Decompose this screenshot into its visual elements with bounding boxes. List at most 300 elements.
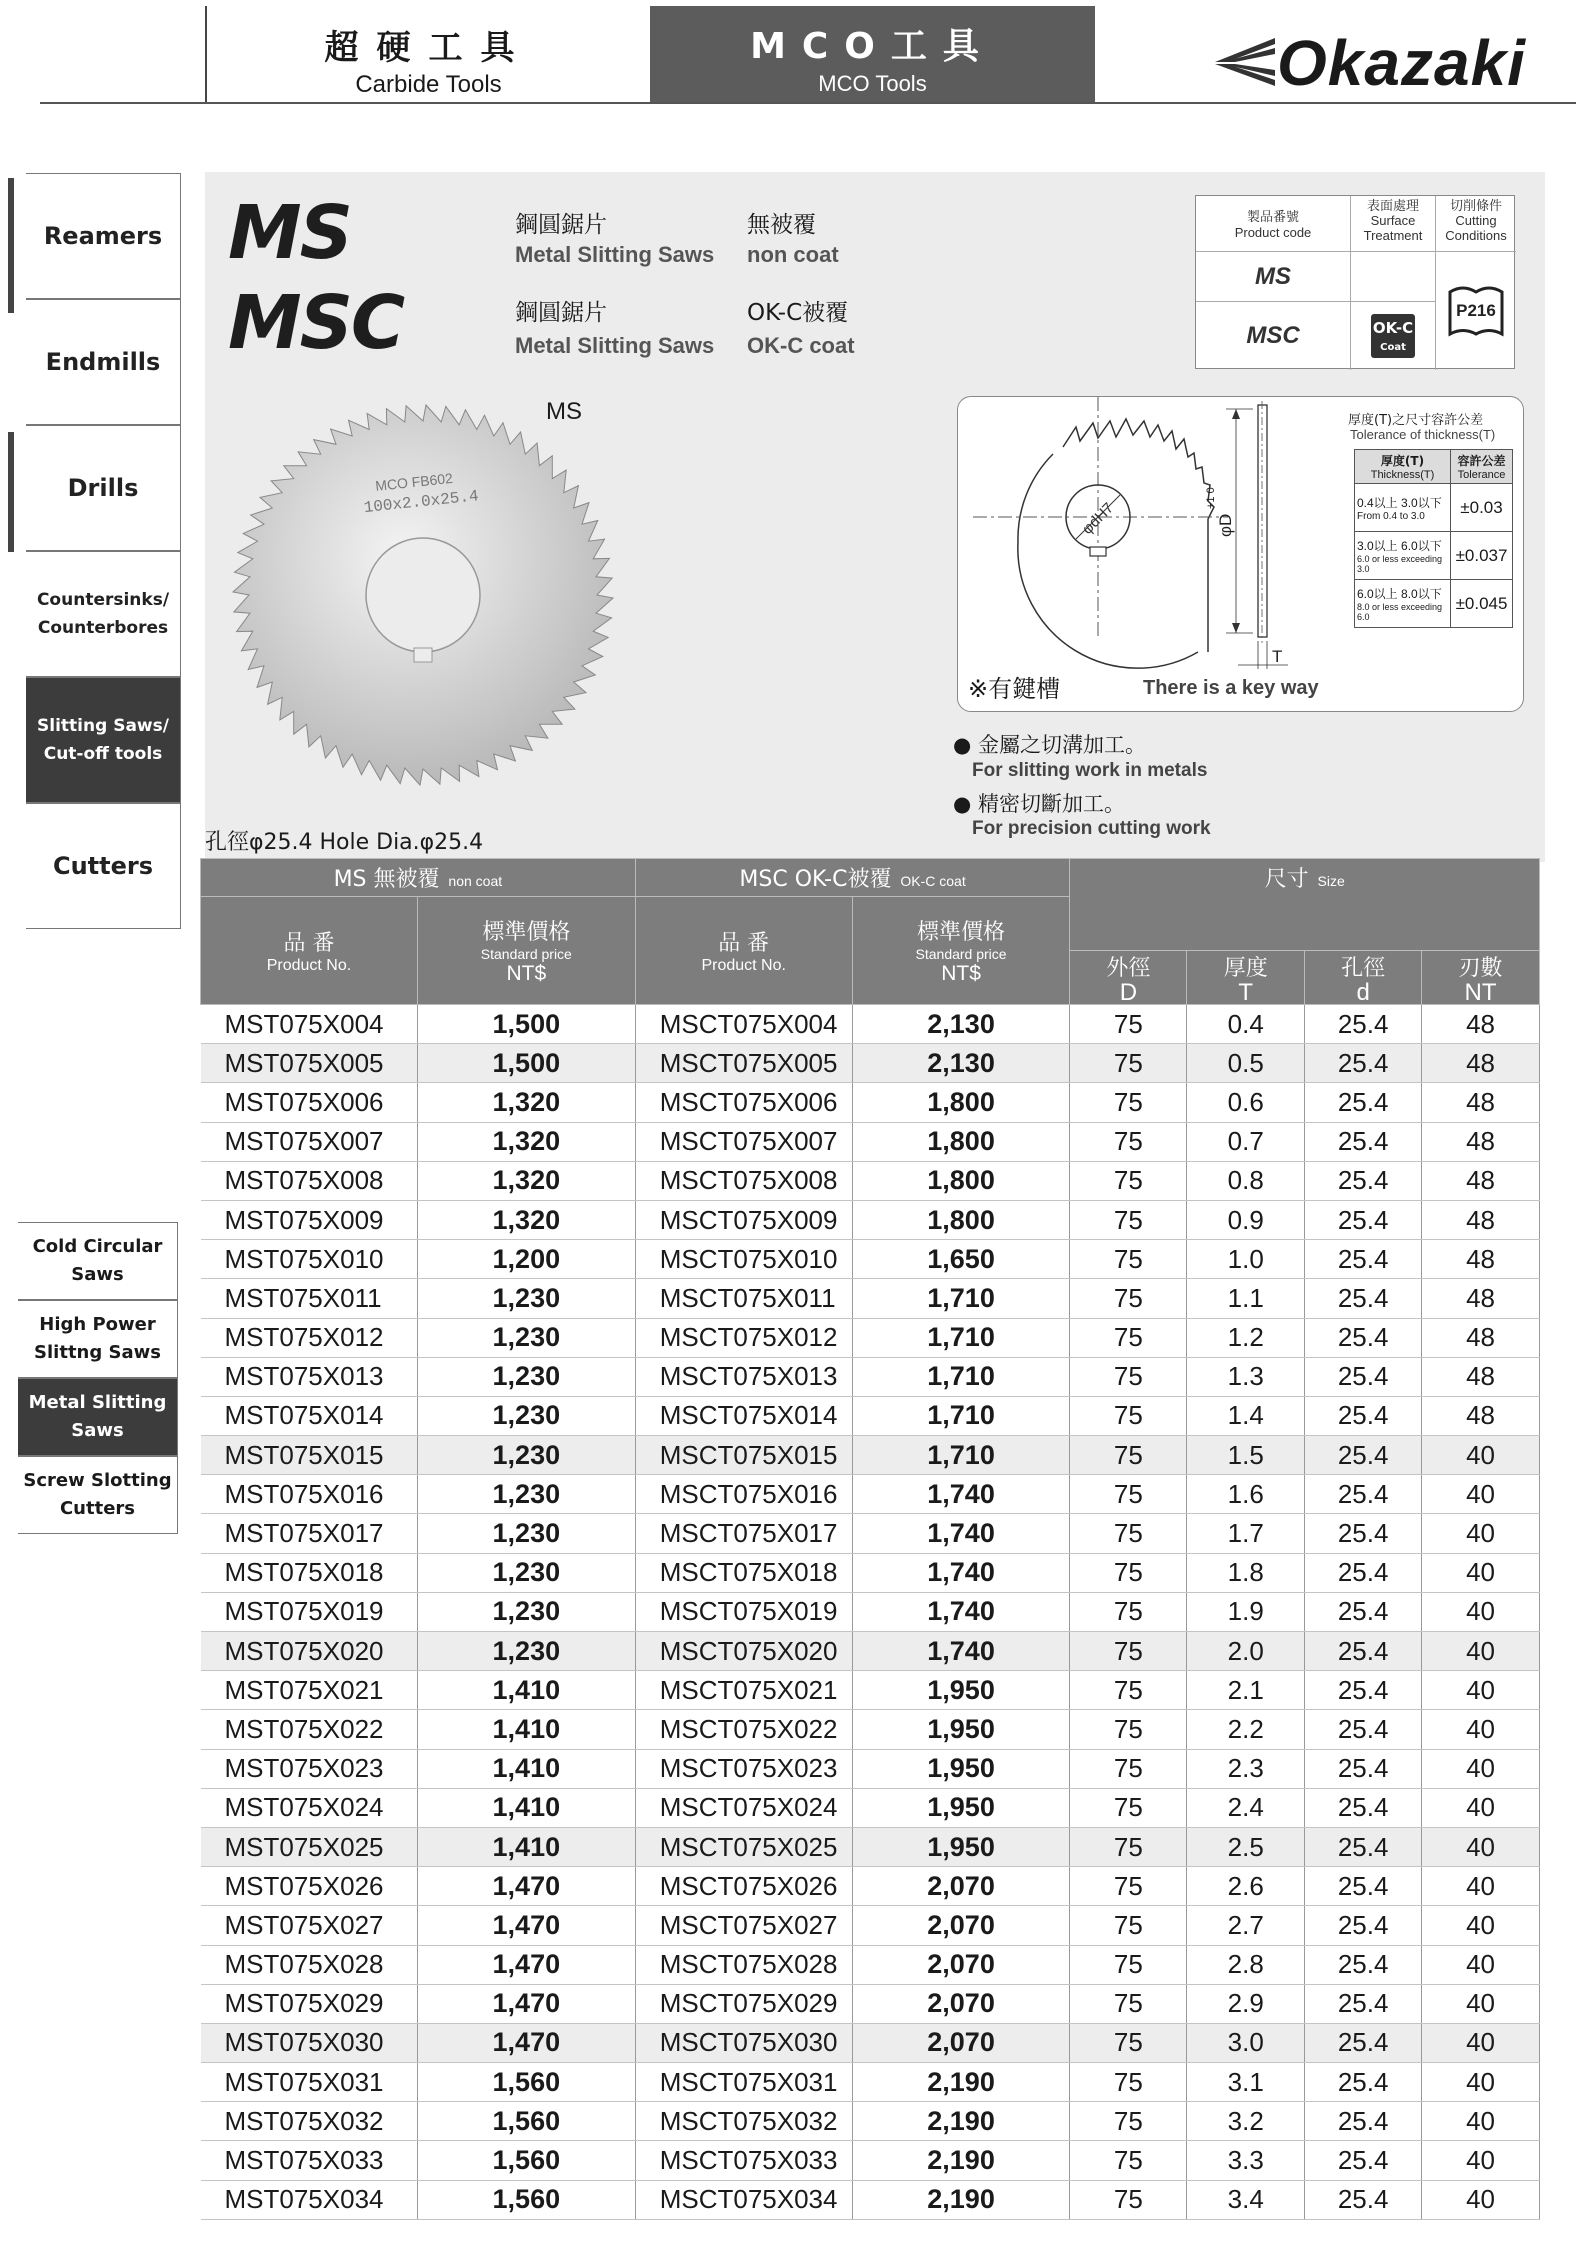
table-cell: MSCT075X011 [635, 1279, 852, 1318]
table-cell: 75 [1070, 1436, 1187, 1475]
table-cell: 0.9 [1187, 1200, 1305, 1239]
bullet-2-zh: ● 精密切斷加工。 [953, 792, 1125, 816]
table-cell: 25.4 [1305, 1279, 1422, 1318]
okazaki-logo [1205, 26, 1545, 98]
table-cell: 2,190 [852, 2063, 1070, 2102]
table-cell: 48 [1422, 1005, 1540, 1044]
table-cell: MST075X016 [201, 1475, 418, 1514]
table-cell: 75 [1070, 2063, 1187, 2102]
table-cell: MST075X005 [201, 1044, 418, 1083]
table-cell: 25.4 [1305, 1710, 1422, 1749]
table-cell: 48 [1422, 1083, 1540, 1122]
table-row [201, 1867, 1540, 1906]
table-cell: MST075X011 [201, 1279, 418, 1318]
table-row [201, 2102, 1540, 2141]
table-cell: MST075X010 [201, 1240, 418, 1279]
sidebar-tab-slitting-saws[interactable]: Slitting Saws/ Cut-off tools [26, 677, 181, 803]
codebox-header-code: 製品番號 Product code [1196, 196, 1351, 252]
table-cell: 1,560 [417, 2063, 635, 2102]
table-cell: 1,470 [417, 1867, 635, 1906]
table-cell: 0.8 [1187, 1161, 1305, 1200]
table-cell: 1.2 [1187, 1318, 1305, 1357]
price-table [200, 858, 1540, 2220]
table-row [201, 1710, 1540, 1749]
table-cell: MST075X030 [201, 2023, 418, 2062]
table-row [201, 1083, 1540, 1122]
table-cell: MST075X031 [201, 2063, 418, 2102]
table-cell: 1,950 [852, 1749, 1070, 1788]
table-cell: 75 [1070, 2023, 1187, 2062]
table-cell: 1,740 [852, 1632, 1070, 1671]
keyway-en: There is a key way [1143, 677, 1319, 699]
table-cell: 25.4 [1305, 1906, 1422, 1945]
table-cell: 2.8 [1187, 1945, 1305, 1984]
desc1-en: Metal Slitting Saws [515, 242, 715, 267]
table-cell: 3.3 [1187, 2141, 1305, 2180]
table-cell: 75 [1070, 2102, 1187, 2141]
table-cell: MSCT075X013 [635, 1357, 852, 1396]
table-row [201, 1906, 1540, 1945]
svg-text:φdH7: φdH7 [1078, 499, 1118, 538]
table-cell: MST075X006 [201, 1083, 418, 1122]
table-cell: 40 [1422, 2141, 1540, 2180]
table-cell: MSCT075X005 [635, 1044, 852, 1083]
table-cell: 25.4 [1305, 1867, 1422, 1906]
table-cell: 2.9 [1187, 1984, 1305, 2023]
table-cell: MST075X025 [201, 1827, 418, 1866]
table-cell: 2.3 [1187, 1749, 1305, 1788]
table-cell: 48 [1422, 1240, 1540, 1279]
table-cell: 48 [1422, 1044, 1540, 1083]
okc-coat-icon: OK-C Coat [1371, 314, 1415, 358]
table-cell: 48 [1422, 1200, 1540, 1239]
tolerance-table: 厚度(T) Thickness(T) 容許公差 Tolerance 0.4以上 3.0以下 From 0.4 to 3.0 ±0.03 3.0以上 6.0以下 6.0 or less exceeding 3.0 ±0.037 6.0以上 8.0以下 8.0 or less exceeding 6.0 ±0.045 [1354, 449, 1513, 628]
table-cell: 40 [1422, 1553, 1540, 1592]
table-cell: 25.4 [1305, 1514, 1422, 1553]
table-cell: 1,320 [417, 1200, 635, 1239]
table-row [201, 1240, 1540, 1279]
table-cell: 2.6 [1187, 1867, 1305, 1906]
table-cell: 3.2 [1187, 2102, 1305, 2141]
table-row [201, 2023, 1540, 2062]
table-cell: 2.1 [1187, 1671, 1305, 1710]
table-cell: 0.6 [1187, 1083, 1305, 1122]
table-cell: MSCT075X023 [635, 1749, 852, 1788]
table-cell: 25.4 [1305, 2023, 1422, 2062]
table-cell: 40 [1422, 2180, 1540, 2219]
table-cell: 1,560 [417, 2180, 635, 2219]
table-cell: 75 [1070, 1827, 1187, 1866]
table-row [201, 1475, 1540, 1514]
table-cell: 75 [1070, 1749, 1187, 1788]
table-row [201, 1357, 1540, 1396]
table-cell: 75 [1070, 1945, 1187, 1984]
table-cell: 75 [1070, 1710, 1187, 1749]
table-cell: 2,070 [852, 1984, 1070, 2023]
table-cell: 25.4 [1305, 1436, 1422, 1475]
table-cell: MST075X023 [201, 1749, 418, 1788]
table-cell: 1,710 [852, 1318, 1070, 1357]
table-cell: 40 [1422, 1671, 1540, 1710]
table-cell: 1,230 [417, 1514, 635, 1553]
table-cell: 1,230 [417, 1279, 635, 1318]
table-cell: MST075X015 [201, 1436, 418, 1475]
bullet-1-en: For slitting work in metals [972, 760, 1208, 781]
table-cell: MSCT075X018 [635, 1553, 852, 1592]
col-ms-product: 品 番 Product No. [201, 897, 418, 1005]
table-cell: MST075X012 [201, 1318, 418, 1357]
svg-text:P216: P216 [1456, 301, 1496, 320]
table-cell: MSCT075X029 [635, 1984, 852, 2023]
table-row [201, 2180, 1540, 2219]
table-cell: 40 [1422, 1436, 1540, 1475]
header-divider [40, 102, 1576, 104]
table-row [201, 1632, 1540, 1671]
table-cell: 1.0 [1187, 1240, 1305, 1279]
header-carbide-tools [205, 6, 650, 102]
table-cell: 1,800 [852, 1161, 1070, 1200]
table-cell: 75 [1070, 1632, 1187, 1671]
table-cell: 2,130 [852, 1005, 1070, 1044]
table-cell: 1,470 [417, 1984, 635, 2023]
table-cell: MST075X033 [201, 2141, 418, 2180]
table-cell: 1.7 [1187, 1514, 1305, 1553]
svg-text:φD: φD [1216, 513, 1235, 537]
table-cell: 1,650 [852, 1240, 1070, 1279]
table-cell: 1,320 [417, 1161, 635, 1200]
msc-group-header: MSC OK-C被覆 OK-C coat [635, 859, 1070, 897]
table-cell: 25.4 [1305, 2063, 1422, 2102]
header-mid-en: MCO Tools [818, 71, 927, 96]
table-cell: 25.4 [1305, 2102, 1422, 2141]
col-ms-price: 標準價格 Standard price NT$ [417, 897, 635, 1005]
table-cell: MSCT075X004 [635, 1005, 852, 1044]
hole-diameter-label: 孔徑φ25.4 Hole Dia.φ25.4 [205, 830, 484, 855]
table-cell: 25.4 [1305, 1122, 1422, 1161]
table-cell: 75 [1070, 1592, 1187, 1631]
table-cell: MSCT075X021 [635, 1671, 852, 1710]
product-code-ms: MS [228, 190, 351, 276]
tolerance-title-en: Tolerance of thickness(T) [1350, 427, 1496, 442]
table-cell: 40 [1422, 1827, 1540, 1866]
table-cell: MSCT075X032 [635, 2102, 852, 2141]
table-row [201, 1396, 1540, 1435]
table-cell: 1,230 [417, 1396, 635, 1435]
table-cell: 25.4 [1305, 1357, 1422, 1396]
table-cell: 40 [1422, 2063, 1540, 2102]
table-cell: 1,470 [417, 2023, 635, 2062]
table-cell: 1,710 [852, 1396, 1070, 1435]
sidebar-tab-drills[interactable]: Drills [26, 425, 181, 551]
table-cell: 25.4 [1305, 1632, 1422, 1671]
sidebar-tab-cutters[interactable]: Cutters [26, 803, 181, 929]
table-cell: MST075X017 [201, 1514, 418, 1553]
table-cell: 48 [1422, 1396, 1540, 1435]
table-cell: 3.0 [1187, 2023, 1305, 2062]
table-cell: 1,470 [417, 1945, 635, 1984]
svg-text:100x2.0x25.4: 100x2.0x25.4 [362, 487, 480, 518]
table-cell: 1,560 [417, 2102, 635, 2141]
table-cell: MSCT075X007 [635, 1122, 852, 1161]
codebox-header-surface: 表面處理 Surface Treatment [1351, 196, 1436, 252]
coat1-en: non coat [747, 242, 839, 267]
table-row [201, 1984, 1540, 2023]
table-cell: 25.4 [1305, 1240, 1422, 1279]
table-row [201, 1436, 1540, 1475]
table-row [201, 1279, 1540, 1318]
table-cell: 75 [1070, 2141, 1187, 2180]
table-cell: 1,200 [417, 1240, 635, 1279]
table-cell: 25.4 [1305, 1200, 1422, 1239]
logo-stripes-icon [1205, 32, 1285, 92]
table-row [201, 1044, 1540, 1083]
table-cell: MSCT075X010 [635, 1240, 852, 1279]
header-mid-zh: MCO工具 [750, 26, 995, 67]
table-cell: MSCT075X006 [635, 1083, 852, 1122]
sidebar-tab-countersinks[interactable]: Countersinks/ Counterbores [26, 551, 181, 677]
table-cell: 25.4 [1305, 1671, 1422, 1710]
table-row [201, 1592, 1540, 1631]
table-cell: 1,500 [417, 1005, 635, 1044]
table-row [201, 2141, 1540, 2180]
ms-group-header: MS 無被覆 non coat [201, 859, 636, 897]
table-cell: 1,710 [852, 1436, 1070, 1475]
table-cell: 2,070 [852, 2023, 1070, 2062]
table-cell: 40 [1422, 1514, 1540, 1553]
col-msc-price: 標準價格 Standard price NT$ [852, 897, 1070, 1005]
table-row [201, 1553, 1540, 1592]
col-teeth: 刃數 NT [1422, 951, 1540, 1005]
table-cell: MSCT075X017 [635, 1514, 852, 1553]
codebox-ms: MS [1196, 252, 1351, 302]
table-row [201, 1122, 1540, 1161]
table-cell: 1,410 [417, 1671, 635, 1710]
table-row [201, 1005, 1540, 1044]
table-cell: MSCT075X028 [635, 1945, 852, 1984]
table-cell: 1,230 [417, 1592, 635, 1631]
logo-text: Okazaki [1277, 27, 1526, 99]
table-cell: 1,800 [852, 1083, 1070, 1122]
table-cell: MST075X029 [201, 1984, 418, 2023]
table-cell: 1,320 [417, 1122, 635, 1161]
table-cell: 1,230 [417, 1357, 635, 1396]
table-cell: MST075X034 [201, 2180, 418, 2219]
col-thickness: 厚度 T [1187, 951, 1305, 1005]
subtab-screw-slotting-cutters[interactable]: Screw Slotting Cutters [18, 1456, 178, 1534]
tolerance-title-zh: 厚度(T)之尺寸容許公差 [1348, 413, 1484, 428]
coat2-zh: OK-C被覆 [747, 300, 849, 326]
table-cell: MSCT075X012 [635, 1318, 852, 1357]
table-cell: MSCT075X009 [635, 1200, 852, 1239]
size-group-header: 尺寸 Size [1070, 859, 1540, 951]
table-cell: 25.4 [1305, 1553, 1422, 1592]
table-cell: MST075X027 [201, 1906, 418, 1945]
table-cell: 0.4 [1187, 1005, 1305, 1044]
table-cell: 2.4 [1187, 1788, 1305, 1827]
table-cell: MST075X026 [201, 1867, 418, 1906]
table-row [201, 1318, 1540, 1357]
table-cell: 2.2 [1187, 1710, 1305, 1749]
table-cell: 48 [1422, 1161, 1540, 1200]
table-cell: MST075X024 [201, 1788, 418, 1827]
subtab-high-power-slitting-saws[interactable]: High Power Slittng Saws [18, 1300, 178, 1378]
table-cell: 1,710 [852, 1357, 1070, 1396]
sidebar-tab-endmills[interactable]: Endmills [26, 299, 181, 425]
table-cell: 3.4 [1187, 2180, 1305, 2219]
table-row [201, 2063, 1540, 2102]
table-cell: 1,410 [417, 1827, 635, 1866]
table-cell: MST075X021 [201, 1671, 418, 1710]
table-cell: 1.5 [1187, 1436, 1305, 1475]
table-cell: 1,950 [852, 1827, 1070, 1866]
table-cell: MST075X019 [201, 1592, 418, 1631]
sidebar-tab-reamers[interactable]: Reamers [26, 173, 181, 299]
cutting-conditions-link[interactable] [1436, 252, 1516, 370]
table-cell: 2,070 [852, 1945, 1070, 1984]
table-cell: 1,740 [852, 1592, 1070, 1631]
table-cell: 40 [1422, 1984, 1540, 2023]
side-marker [8, 432, 14, 552]
table-cell: 2,190 [852, 2180, 1070, 2219]
table-cell: 1.3 [1187, 1357, 1305, 1396]
svg-text:MCO FB602: MCO FB602 [374, 469, 454, 494]
table-cell: 75 [1070, 1161, 1187, 1200]
table-cell: 25.4 [1305, 1749, 1422, 1788]
table-cell: 25.4 [1305, 1945, 1422, 1984]
table-cell: 40 [1422, 1592, 1540, 1631]
book-page-icon [1446, 282, 1506, 340]
header-left-zh: 超硬工具 [324, 28, 533, 68]
col-outer-dia: 外徑 D [1070, 951, 1187, 1005]
desc2-zh: 鋼圓鋸片 [515, 300, 607, 326]
table-cell: 75 [1070, 1867, 1187, 1906]
table-cell: MST075X032 [201, 2102, 418, 2141]
table-row [201, 1200, 1540, 1239]
photo-label: MS [546, 398, 582, 425]
keyway-zh: ※有鍵槽 [968, 675, 1061, 703]
table-cell: MSCT075X016 [635, 1475, 852, 1514]
table-cell: 25.4 [1305, 1396, 1422, 1435]
header-mco-tools [650, 6, 1095, 102]
table-cell: 1,410 [417, 1749, 635, 1788]
table-cell: 48 [1422, 1279, 1540, 1318]
table-cell: 75 [1070, 1083, 1187, 1122]
table-cell: 25.4 [1305, 2180, 1422, 2219]
table-cell: 1,710 [852, 1279, 1070, 1318]
table-cell: 25.4 [1305, 1005, 1422, 1044]
saw-blade-photo [228, 400, 618, 790]
table-cell: 75 [1070, 1318, 1187, 1357]
table-cell: MSCT075X015 [635, 1436, 852, 1475]
table-cell: 1,950 [852, 1710, 1070, 1749]
table-cell: 1,950 [852, 1671, 1070, 1710]
table-cell: 40 [1422, 1475, 1540, 1514]
table-cell: 75 [1070, 1005, 1187, 1044]
desc1-zh: 鋼圓鋸片 [515, 212, 607, 238]
table-cell: MSCT075X025 [635, 1827, 852, 1866]
table-cell: MST075X014 [201, 1396, 418, 1435]
table-cell: 75 [1070, 1671, 1187, 1710]
table-cell: 25.4 [1305, 1788, 1422, 1827]
table-cell: 75 [1070, 1200, 1187, 1239]
table-cell: 40 [1422, 1749, 1540, 1788]
table-cell: 40 [1422, 1632, 1540, 1671]
coat1-zh: 無被覆 [747, 212, 816, 238]
table-cell: 48 [1422, 1357, 1540, 1396]
dimension-diagram [957, 396, 1524, 712]
table-cell: 25.4 [1305, 1161, 1422, 1200]
table-cell: 25.4 [1305, 1083, 1422, 1122]
product-code-box [1195, 195, 1515, 369]
table-cell: 40 [1422, 1788, 1540, 1827]
codebox-ms-surface [1351, 252, 1436, 302]
table-cell: 1,320 [417, 1083, 635, 1122]
table-cell: 1,800 [852, 1122, 1070, 1161]
table-cell: MSCT075X022 [635, 1710, 852, 1749]
table-cell: 1,230 [417, 1553, 635, 1592]
table-cell: 75 [1070, 1396, 1187, 1435]
table-cell: 75 [1070, 1984, 1187, 2023]
table-cell: 2.7 [1187, 1906, 1305, 1945]
table-cell: MSCT075X033 [635, 2141, 852, 2180]
svg-text:T: T [1272, 647, 1283, 666]
coat2-en: OK-C coat [747, 333, 855, 358]
table-row [201, 1514, 1540, 1553]
subtab-cold-circular-saws[interactable]: Cold Circular Saws [18, 1222, 178, 1300]
table-cell: 1,230 [417, 1318, 635, 1357]
table-cell: 25.4 [1305, 1592, 1422, 1631]
table-cell: 2,190 [852, 2102, 1070, 2141]
table-cell: 40 [1422, 1945, 1540, 1984]
table-cell: MST075X013 [201, 1357, 418, 1396]
table-cell: 1,950 [852, 1788, 1070, 1827]
table-cell: 1.6 [1187, 1475, 1305, 1514]
table-cell: 2,130 [852, 1044, 1070, 1083]
table-cell: 75 [1070, 1357, 1187, 1396]
table-row [201, 1945, 1540, 1984]
table-cell: MST075X028 [201, 1945, 418, 1984]
table-cell: 40 [1422, 2102, 1540, 2141]
table-cell: 25.4 [1305, 2141, 1422, 2180]
table-cell: 25.4 [1305, 1318, 1422, 1357]
table-cell: MSCT075X014 [635, 1396, 852, 1435]
table-cell: 75 [1070, 1788, 1187, 1827]
table-cell: 75 [1070, 1279, 1187, 1318]
table-cell: 48 [1422, 1318, 1540, 1357]
table-cell: 75 [1070, 1906, 1187, 1945]
table-cell: 75 [1070, 1044, 1187, 1083]
table-cell: 75 [1070, 1553, 1187, 1592]
table-cell: 25.4 [1305, 1044, 1422, 1083]
desc2-en: Metal Slitting Saws [515, 333, 715, 358]
table-cell: 1,740 [852, 1514, 1070, 1553]
subtab-metal-slitting-saws[interactable]: Metal Slitting Saws [18, 1378, 178, 1456]
table-cell: 1,410 [417, 1710, 635, 1749]
table-cell: MSCT075X019 [635, 1592, 852, 1631]
table-cell: 40 [1422, 1906, 1540, 1945]
table-cell: 1.9 [1187, 1592, 1305, 1631]
bullet-2-en: For precision cutting work [972, 818, 1211, 839]
table-cell: 1,500 [417, 1044, 635, 1083]
table-cell: 1,740 [852, 1475, 1070, 1514]
table-cell: MST075X009 [201, 1200, 418, 1239]
table-cell: 1,230 [417, 1436, 635, 1475]
table-cell: MSCT075X020 [635, 1632, 852, 1671]
col-bore: 孔徑 d [1305, 951, 1422, 1005]
table-cell: 1,560 [417, 2141, 635, 2180]
table-cell: 2,190 [852, 2141, 1070, 2180]
table-cell: 1.1 [1187, 1279, 1305, 1318]
